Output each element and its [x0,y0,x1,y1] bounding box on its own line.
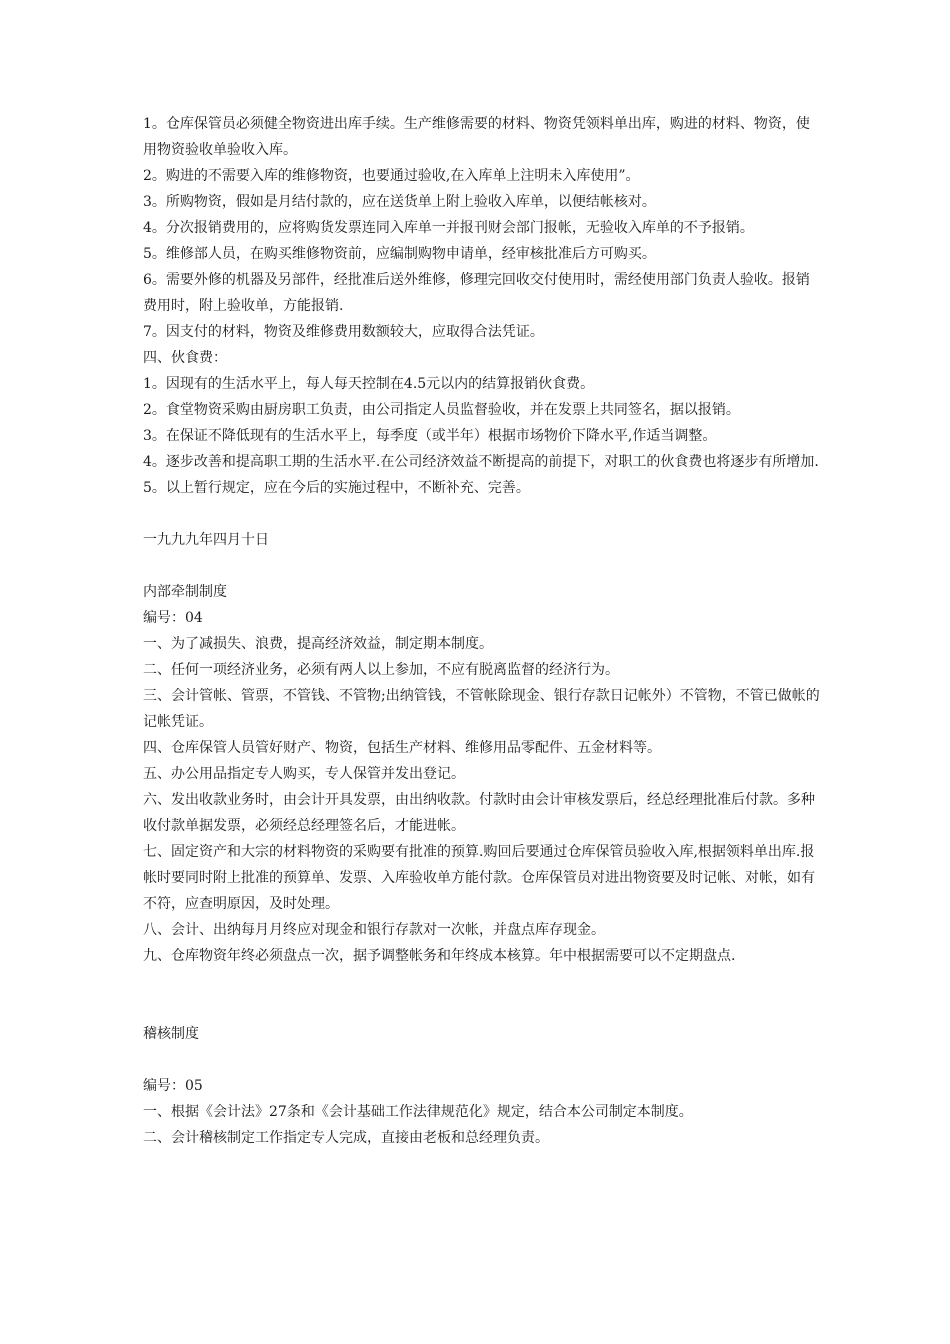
paragraph: 7。因支付的材料，物资及维修费用数额较大，应取得合法凭证。 [143,324,544,340]
section-title: 稽核制度 [143,1026,199,1042]
paragraph: 6。需要外修的机器及另部件，经批准后送外维修，修理完回收交付使用时，需经使用部门负责人验收。报销费用时，附上验收单，方能报销. [143,272,810,314]
paragraph: 4。分次报销费用的，应将购货发票连同入库单一并报刊财会部门报帐，无验收入库单的不予报销。 [143,220,754,236]
paragraph: 八、会计、出纳每月月终应对现金和银行存款对一次帐，并盘点库存现金。 [143,922,605,938]
spacer [143,553,823,579]
paragraph: 三、会计管帐、管票，不管钱、不管物;出纳管钱，不管帐除现金、银行存款日记帐外）不管物，不管已做帐的记帐凭证。 [143,688,820,730]
spacer [143,1047,823,1073]
paragraph: 七、固定资产和大宗的材料物资的采购要有批准的预算.购回后要通过仓库保管员验收入库,根据领料单出库.报帐时要同时附上批准的预算单、发票、入库验收单方能付款。仓库保管员对进出物资要及时记帐、对帐，如有不符，应查明原因，及时处理。 [143,844,815,912]
paragraph: 3。在保证不降低现有的生活水平上，每季度（或半年）根据市场物价下降水平,作适当调整。 [143,428,717,444]
paragraph: 二、会计稽核制定工作指定专人完成，直接由老板和总经理负责。 [143,1130,549,1146]
section-title: 内部牵制制度 [143,584,227,600]
paragraph: 五、办公用品指定专人购买，专人保管并发出登记。 [143,766,465,782]
meal-expense-section [143,345,823,501]
paragraph: 九、仓库物资年终必须盘点一次，据予调整帐务和年终成本核算。年中根据需要可以不定期盘点. [143,948,736,964]
paragraph: 二、任何一项经济业务，必须有两人以上参加，不应有脱离监督的经济行为。 [143,662,619,678]
paragraph: 2。购进的不需要入库的维修物资，也要通过验收,在入库单上注明未入库使用”。 [143,168,640,184]
paragraph: 1。仓库保管员必须健全物资进出库手续。生产维修需要的材料、物资凭领料单出库，购进的材料、物资，使用物资验收单验收入库。 [143,116,810,158]
spacer [143,501,823,527]
section-number: 编号：04 [143,610,203,626]
document-date: 一九九九年四月十日 [143,532,269,548]
paragraph: 一、为了减损失、浪费，提高经济效益，制定期本制度。 [143,636,493,652]
document-body [143,111,823,1151]
paragraph: 3。所购物资，假如是月结付款的，应在送货单上附上验收入库单，以便结帐核对。 [143,194,656,210]
paragraph: 1。因现有的生活水平上，每人每天控制在4.5元以内的结算报销伙食费。 [143,376,595,392]
audit-section [143,1021,823,1151]
paragraph: 4。逐步改善和提高职工期的生活水平.在公司经济效益不断提高的前提下，对职工的伙食费也将逐步有所增加. [143,454,819,470]
paragraph: 四、仓库保管人员管好财产、物资，包括生产材料、维修用品零配件、五金材料等。 [143,740,661,756]
paragraph: 5。维修部人员，在购买维修物资前，应编制购物申请单，经审核批准后方可购买。 [143,246,656,262]
internal-control-section [143,579,823,969]
spacer [143,969,823,1021]
paragraph: 2。食堂物资采购由厨房职工负责，由公司指定人员监督验收，并在发票上共同签名，据以报销。 [143,402,740,418]
paragraph: 5。以上暂行规定，应在今后的实施过程中，不断补充、完善。 [143,480,530,496]
paragraph: 一、根据《会计法》27条和《会计基础工作法律规范化》规定，结合本公司制定本制度。 [143,1104,693,1120]
section-heading: 四、伙食费： [143,350,227,366]
warehouse-rules-list [143,111,823,345]
section-number: 编号：05 [143,1078,203,1094]
paragraph: 六、发出收款业务时，由会计开具发票，由出纳收款。付款时由会计审核发票后，经总经理批准后付款。多种收付款单据发票，必须经总经理签名后，才能进帐。 [143,792,815,834]
